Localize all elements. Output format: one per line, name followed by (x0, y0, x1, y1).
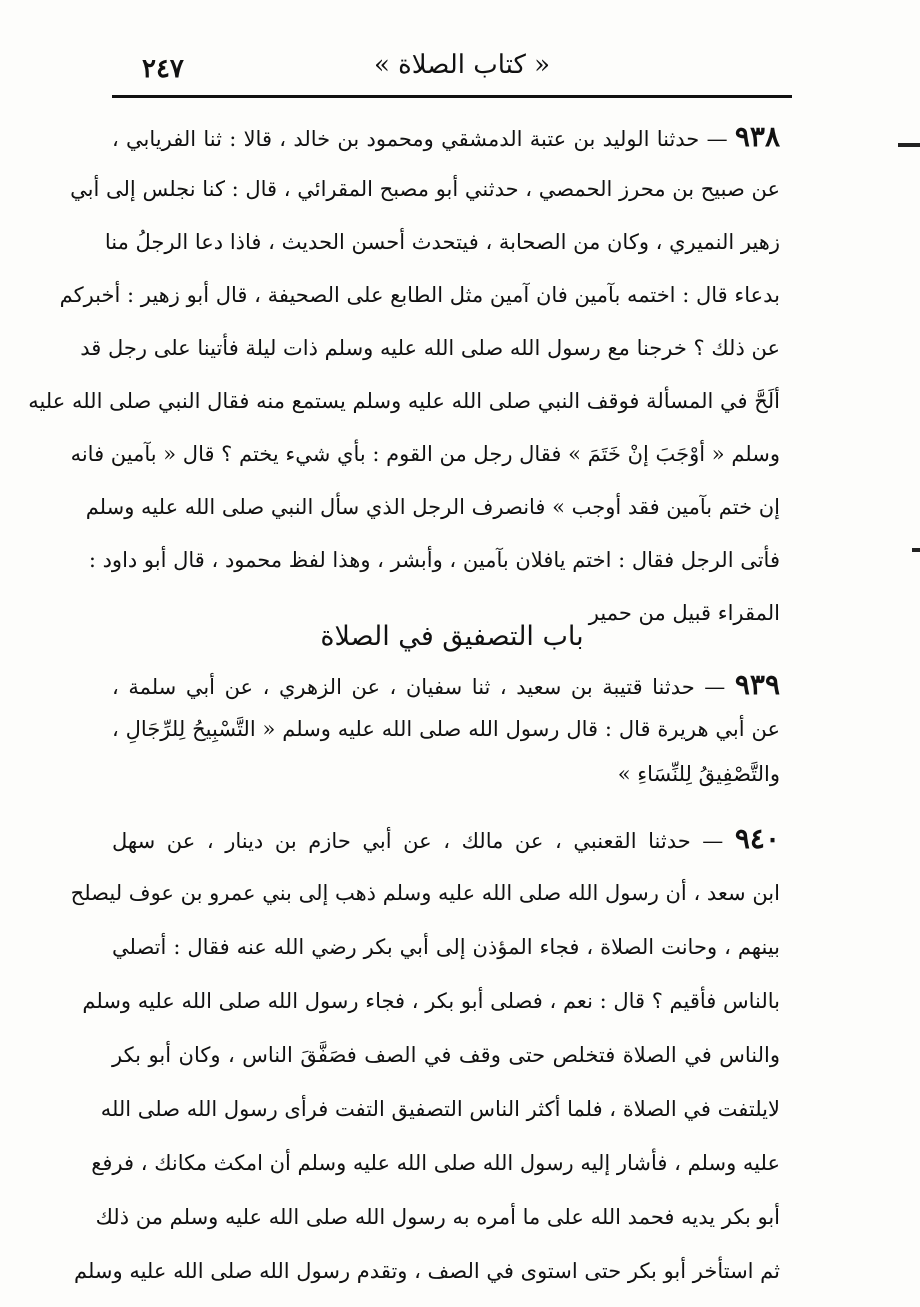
book-title: « كتاب الصلاة » (373, 50, 551, 80)
margin-mark (912, 548, 920, 552)
text-line: وسلم « أوْجَبَ إنْ خَتَمَ » فقال رجل من القوم : بأي شيء يختم ؟ قال « بآمين فانه (70, 442, 780, 466)
text-line: والناس في الصلاة فتخلص حتى وقف في الصف فصَفَّقَ الناس ، وكان أبو بكر (112, 1043, 780, 1067)
page-number: ٢٤٧ (142, 54, 184, 84)
text-line: ٩٣٩ — حدثنا قتيبة بن سعيد ، ثنا سفيان ، عن الزهري ، عن أبي سلمة ، (112, 668, 780, 701)
hadith-number: ٩٤٠ (734, 822, 780, 855)
text-line: بالناس فأقيم ؟ قال : نعم ، فصلى أبو بكر ، فجاء رسول الله صلى الله عليه وسلم (82, 989, 780, 1013)
section-title: باب التصفيق في الصلاة (320, 621, 584, 652)
header-rule (112, 95, 792, 98)
text-line: أبو بكر يديه فحمد الله على ما أمره به رسول الله صلى الله عليه وسلم من ذلك (95, 1205, 780, 1229)
hadith-number: ٩٣٩ (734, 668, 780, 701)
hadith-940 (70, 812, 780, 1298)
text-line: ثم استأخر أبو بكر حتى استوى في الصف ، وتقدم رسول الله صلى الله عليه وسلم (73, 1259, 780, 1283)
margin-mark (898, 143, 920, 147)
hadith-938 (28, 110, 780, 640)
running-head (112, 40, 792, 90)
text-line: بينهم ، وحانت الصلاة ، فجاء المؤذن إلى أبي بكر رضي الله عنه فقال : أتصلي (112, 935, 780, 959)
text-line: ٩٤٠ — حدثنا القعنبي ، عن مالك ، عن أبي حازم بن دينار ، عن سهل (112, 822, 780, 855)
text-line: بدعاء قال : اختمه بآمين فان آمين مثل الطابع على الصحيفة ، قال أبو زهير : أخبركم (59, 283, 780, 307)
text-line: عن أبي هريرة قال : قال رسول الله صلى الله عليه وسلم « التَّسْبِيحُ لِلرِّجَالِ ، (112, 717, 780, 741)
text-line: المقراء قبيل من حمير (588, 601, 780, 625)
text-line: عن صبيح بن محرز الحمصي ، حدثني أبو مصبح المقرائي ، قال : كنا نجلس إلى أبي (70, 177, 780, 201)
hadith-939 (112, 662, 780, 797)
text-line: لايلتفت في الصلاة ، فلما أكثر الناس التصفيق التفت فرأى رسول الله صلى الله (100, 1097, 780, 1121)
text-line: عن ذلك ؟ خرجنا مع رسول الله صلى الله عليه وسلم ذات ليلة فأتينا على رجل قد (80, 336, 780, 360)
text-line: زهير النميري ، وكان من الصحابة ، فيتحدث أحسن الحديث ، فاذا دعا الرجلُ منا (104, 230, 780, 254)
text-line: ابن سعد ، أن رسول الله صلى الله عليه وسلم ذهب إلى بني عمرو بن عوف ليصلح (70, 881, 780, 905)
text-line: فأتى الرجل فقال : اختم يافلان بآمين ، وأبشر ، وهذا لفظ محمود ، قال أبو داود : (88, 548, 780, 572)
text-line: إن ختم بآمين فقد أوجب » فانصرف الرجل الذي سأل النبي صلى الله عليه وسلم (85, 495, 780, 519)
text-line: عليه وسلم ، فأشار إليه رسول الله صلى الله عليه وسلم أن امكث مكانك ، فرفع (91, 1151, 780, 1175)
text-line: والتَّصْفِيقُ لِلنِّسَاءِ » (617, 762, 780, 786)
text-line: ألَحَّ في المسألة فوقف النبي صلى الله عليه وسلم يستمع منه فقال النبي صلى الله عليه (28, 389, 780, 413)
hadith-number: ٩٣٨ (734, 120, 780, 153)
text-line: ٩٣٨ — حدثنا الوليد بن عتبة الدمشقي ومحمود بن خالد ، قالا : ثنا الفريابي ، (112, 120, 780, 153)
